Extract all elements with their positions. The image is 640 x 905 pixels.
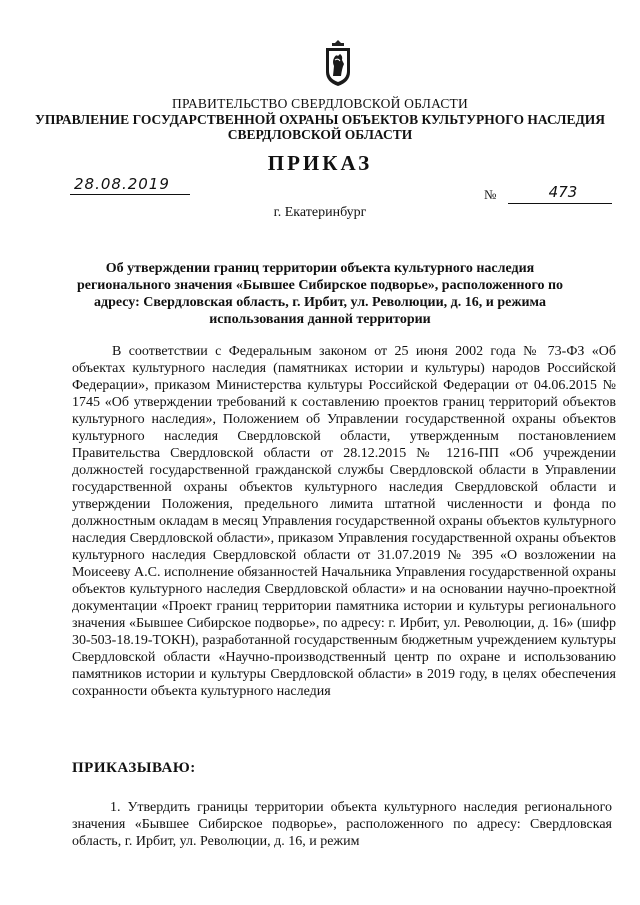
number-underline	[508, 203, 612, 204]
date-underline	[70, 194, 190, 195]
document-type-title: ПРИКАЗ	[267, 151, 373, 175]
document-number: 473	[548, 183, 578, 201]
city: г. Екатеринбург	[273, 205, 367, 220]
order-word: ПРИКАЗЫВАЮ:	[72, 760, 196, 776]
order-subject: Об утверждении границ территории объекта культурного наследия регионального значения «Бывшее Сибирское подворье», расположенного по адресу: Свердловская область, г. Ирбит, ул. Революции, д. 16, и режима использования данной территории	[76, 261, 564, 327]
department-name: УПРАВЛЕНИЕ ГОСУДАРСТВЕННОЙ ОХРАНЫ ОБЪЕКТОВ КУЛЬТУРНОГО НАСЛЕДИЯ СВЕРДЛОВСКОЙ ОБЛАСТИ	[34, 112, 606, 142]
document-date: 28.08.2019	[74, 175, 170, 193]
preamble-paragraph: В соответствии с Федеральным законом от 25 июня 2002 года № 73-ФЗ «Об объектах культурного наследия (памятниках истории и культуры) народов Российской Федерации», приказом Министерства культуры Российской Федерации от 04.06.2015 № 1745 «Об утверждении требований к составлению проектов границ территорий объектов культурного наследия», Положением об Управлении государственной охраны объектов культурного наследия Свердловской области, утвержденным постановлением Правительства Свердловской области от 28.12.2015 № 1216-ПП «Об учреждении должностей государственной гражданской службы Свердловской области в Управлении государственной охраны объектов культурного наследия Свердловской области и утверждении Положения, предельного лимита штатной численности и фонда по должностным окладам в месяц Управления государственной охраны объектов культурного наследия Свердловской области», приказом Управления государственной охраны объектов культурного наследия Свердловской области от 31.07.2019 № 395 «О возложении на Моисееву А.С. исполнение обязанностей Начальника Управления государственной охраны объектов культурного наследия Свердловской области» и на основании научно-проектной документации «Проект границ территории памятника истории и культуры регионального значения «Бывшее Сибирское подворье», по адресу: г. Ирбит, ул. Революции, д. 16» (шифр 30-503-18.19-ТОКН), разработанной государственным бюджетным учреждением культуры Свердловской области «Научно-производственный центр по охране и использованию памятников истории и культуры Свердловской области» в 2019 году, в целях обеспечения сохранности объекта культурного наследия	[72, 344, 616, 699]
sverdlovsk-coat-of-arms-icon	[320, 38, 356, 88]
order-item-1: 1. Утвердить границы территории объекта культурного наследия регионального значения «Бывшее Сибирское подворье», расположенного по адресу: Свердловская область, г. Ирбит, ул. Революции, д. 16, и режим	[72, 800, 612, 849]
number-sign: №	[484, 187, 497, 202]
date-field	[70, 175, 190, 195]
government-name: ПРАВИТЕЛЬСТВО СВЕРДЛОВСКОЙ ОБЛАСТИ	[172, 96, 468, 111]
